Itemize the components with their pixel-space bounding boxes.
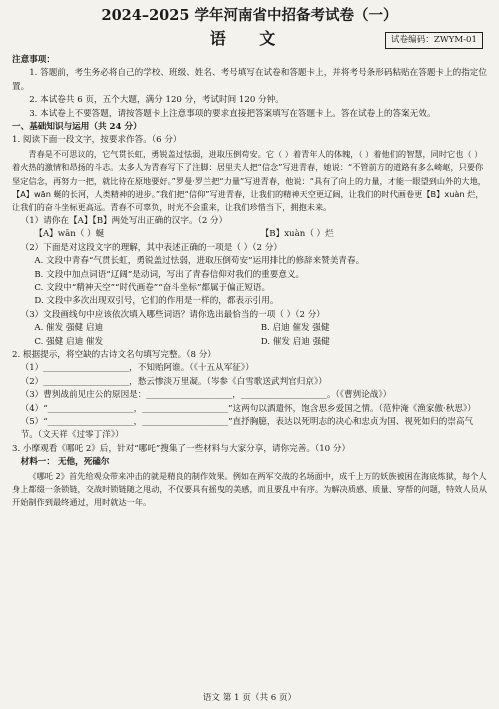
- passage-text: 青春是不可思议的，它气贯长虹，勇锐盖过怯弱，进取压倒苟安。它（ ）着青年人的体魄，（ ）着他们的智慧，同时它也（ ）着火热的激情和昂扬的斗志。太多人为青春写下了注脚：居里夫人把“信念”写进青春，她说：“不管前方的道路有多么崎岖，只要你坚定信念，再努力一把，就比待在原地要好。”罗曼·罗兰把“力量”写进青春，他说：“具有了向上的力量，才能一眼望到山外的大地，【A】wān 蜒的长河，人类精神的进步。”我们把“信仰”写进青春，让我们的精神天空更辽阔，让我们的时代画卷更【B】xuàn 烂，让我们的奋斗坐标更高远。青春不可辜负，时光不会重来，让我们珍惜当下，拥抱未来。: [12, 148, 486, 213]
- option-b: B. 文段中加点词语“辽阔”是动词，写出了青春信仰对我们的重要意义。: [34, 269, 305, 280]
- poem-line-4: （4）“____________________，____________________”这两句以酒遣怀，饱含思乡爱国之情。（范仲淹《渔家傲·秋思》）: [20, 403, 476, 414]
- notes-heading: 注意事项：: [12, 55, 55, 65]
- option-d: D. 文段中多次出现双引号，它们的作用是一样的，都表示引用。: [34, 296, 279, 307]
- poem-line-1: （1）____________________，不知贻阿谁。（《十五从军征》）: [20, 363, 254, 374]
- question-1-1: （1）请你在【A】【B】两处写出正确的汉字。（2 分）: [20, 215, 228, 226]
- question-1-3: （3）文段画线句中应该依次填入哪些词语？请你选出最恰当的一项（ ）（2 分）: [20, 309, 325, 320]
- exam-title: 2024–2025 学年河南省中招备考试卷（一）: [101, 7, 398, 24]
- poem-line-5: （5）“____________________，____________________”直抒胸臆，表达以死明志的决心和忠贞为国、视死如归的崇高气节。（文天祥《过零丁洋》）: [20, 416, 474, 441]
- material-title: 材料一： 无他，死磕尔: [20, 457, 110, 468]
- question-1-3-options-row1: [12, 322, 487, 335]
- exam-code-box: 试卷编码：ZWYM-01: [385, 32, 483, 49]
- question-1-2: （2）下面是对这段文字的理解，其中表述正确的一项是（ ）（2 分）: [20, 242, 282, 253]
- blank-a: 【A】wān（ ）蜒: [34, 229, 105, 240]
- note-item: 1. 答题前，考生务必将自己的学校、班级、姓名、考号填写在试卷和答题卡上，并将考号条形码粘贴在答题卡上的指定位置。: [12, 68, 487, 92]
- option-c: C. 文段中“精神天空”“时代画卷”“奋斗坐标”都属于偏正短语。: [34, 282, 271, 293]
- note-item: 2. 本试卷共 6 页，五个大题，满分 120 分，考试时间 120 分钟。: [29, 95, 284, 106]
- option-d: D. 催发 启迪 强健: [260, 336, 330, 347]
- material-text: 《哪吒 2》首先给观众带来冲击的就是精良的制作效果。例如在两军交战的名场面中，成千上万的妖族被困在海底炼狱，每个人身上都缀一条锁链，交战时锁链随之甩动，不仅要具有摇曳的美感，而且要乱中有序。为解决质感、质量、穿帮的问题，特效人员从开始制作到最终通过，用时就达一年。: [12, 470, 487, 508]
- option-b: B. 启迪 催发 强健: [260, 323, 330, 334]
- note-item: 3. 本试卷上不要答题，请按答题卡上注意事项的要求直接把答案填写在答题卡上。答在试卷上的答案无效。: [29, 108, 436, 119]
- option-a: A. 催发 强健 启迪: [34, 323, 104, 334]
- question-3-intro: 3. 小摩观看《哪吒 2》后，针对“哪吒”搜集了一些材料与大家分享，请你完善。（10 分）: [12, 443, 351, 454]
- question-1-intro: 1. 阅读下面一段文字，按要求作答。（6 分）: [12, 135, 182, 146]
- poem-line-3: （3）曹刿战前见庄公的原因是：____________________，____________________。（《曹刿论战》）: [20, 390, 392, 401]
- question-1-1-blanks: [12, 228, 487, 241]
- question-1-3-options-row2: [12, 336, 487, 349]
- poem-line-2: （2）____________________，愁云惨淡万里凝。（岑参《白雪歌送武判官归京》）: [20, 376, 327, 387]
- blank-b: 【B】xuàn（ ）烂: [260, 229, 334, 240]
- question-2-intro: 2. 根据提示，将空缺的古诗文名句填写完整。（8 分）: [12, 349, 216, 360]
- option-a: A. 文段中青春“气贯长虹，勇锐盖过怯弱，进取压倒苟安”运用排比的修辞来赞美青春。: [34, 256, 365, 267]
- subject-title: 语 文: [209, 29, 290, 48]
- subject-row: [12, 26, 487, 54]
- section-heading: 一、基础知识与运用（共 24 分）: [12, 122, 142, 133]
- page-footer: 语文 第 1 页（共 6 页）: [202, 692, 297, 703]
- option-c: C. 强健 启迪 催发: [34, 336, 104, 347]
